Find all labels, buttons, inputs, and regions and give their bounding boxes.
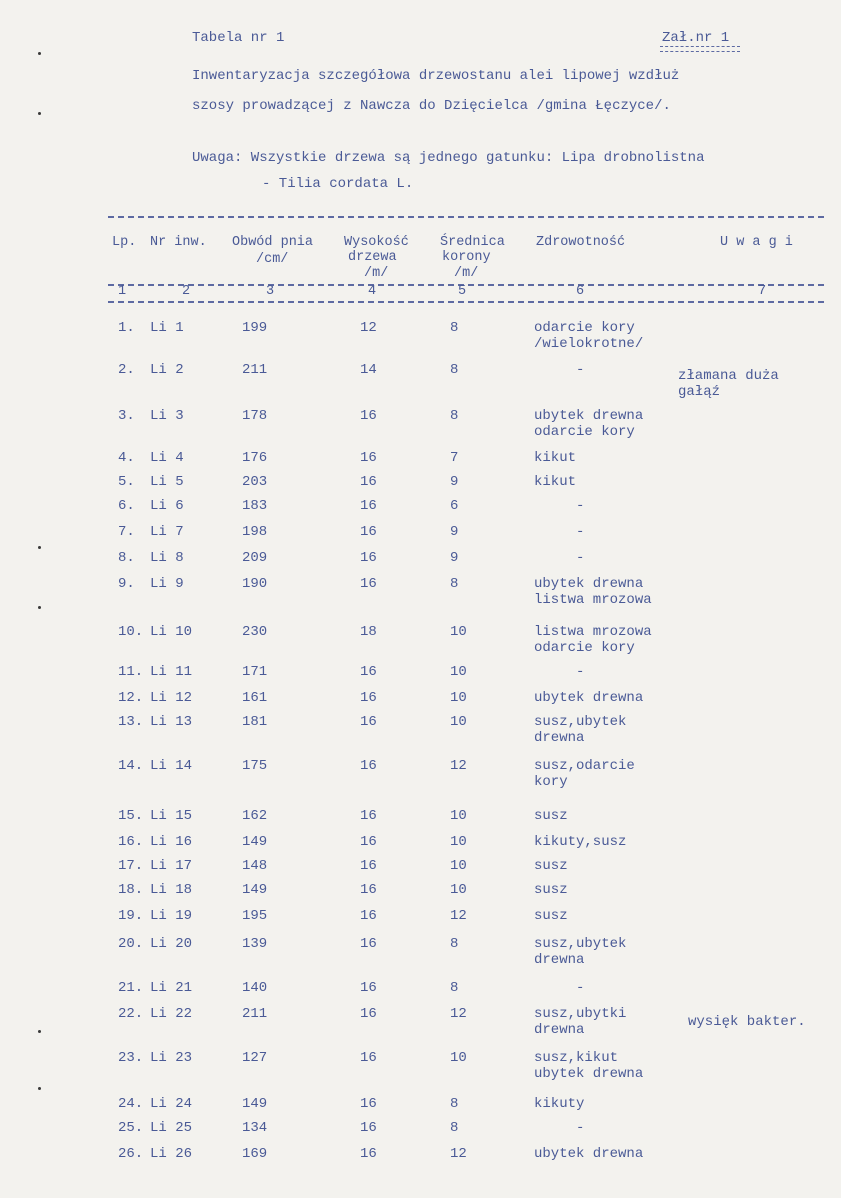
column-header-lp: Lp. — [112, 235, 137, 250]
row-circumference: 209 — [242, 550, 268, 566]
column-header-obwod: Obwód pnia — [232, 235, 314, 250]
row-circumference: 161 — [242, 690, 268, 706]
column-header-wysokosc: Wysokość — [344, 235, 409, 250]
row-inventory-number: Li 21 — [150, 980, 193, 996]
row-inventory-number: Li 5 — [150, 474, 184, 490]
row-inventory-number: Li 20 — [150, 936, 193, 952]
row-lp: 18. — [118, 882, 144, 898]
row-inventory-number: Li 26 — [150, 1146, 193, 1162]
row-height: 16 — [360, 664, 377, 680]
row-health: - — [576, 664, 585, 680]
row-circumference: 149 — [242, 1096, 268, 1112]
row-health: - — [576, 362, 585, 378]
row-lp: 12. — [118, 690, 144, 706]
row-lp: 10. — [118, 624, 144, 640]
row-crown-diameter: 8 — [450, 320, 459, 336]
document-title-line-1: Inwentaryzacja szczegółowa drzewostanu alei lipowej wzdłuż — [192, 68, 680, 84]
row-height: 16 — [360, 980, 377, 996]
table-row — [0, 362, 841, 400]
row-lp: 3. — [118, 408, 135, 424]
row-health: kikut — [534, 450, 577, 466]
row-height: 16 — [360, 758, 377, 774]
row-height: 16 — [360, 1120, 377, 1136]
row-inventory-number: Li 13 — [150, 714, 193, 730]
row-crown-diameter: 9 — [450, 524, 459, 540]
attachment-underline — [660, 46, 740, 52]
row-circumference: 190 — [242, 576, 268, 592]
row-remarks: złamana duża gałąź — [678, 368, 779, 400]
column-header-srednica: Średnica — [440, 235, 505, 250]
row-circumference: 195 — [242, 908, 268, 924]
row-circumference: 148 — [242, 858, 268, 874]
table-top-rule — [108, 216, 824, 218]
column-header-obwod-unit: /cm/ — [256, 252, 289, 267]
column-header-nr: Nr inw. — [150, 235, 207, 250]
row-lp: 14. — [118, 758, 144, 774]
table-row — [0, 936, 841, 970]
column-number-3: 3 — [266, 284, 275, 299]
row-height: 12 — [360, 320, 377, 336]
row-inventory-number: Li 24 — [150, 1096, 193, 1112]
row-lp: 19. — [118, 908, 144, 924]
row-crown-diameter: 6 — [450, 498, 459, 514]
row-crown-diameter: 10 — [450, 690, 467, 706]
row-lp: 8. — [118, 550, 135, 566]
row-lp: 2. — [118, 362, 135, 378]
row-height: 16 — [360, 908, 377, 924]
row-health: susz,kikut ubytek drewna — [534, 1050, 644, 1082]
row-circumference: 181 — [242, 714, 268, 730]
row-height: 16 — [360, 524, 377, 540]
row-health: - — [576, 550, 585, 566]
row-crown-diameter: 10 — [450, 882, 467, 898]
margin-mark — [38, 1087, 41, 1090]
table-row — [0, 714, 841, 748]
row-crown-diameter: 7 — [450, 450, 459, 466]
row-inventory-number: Li 14 — [150, 758, 193, 774]
row-crown-diameter: 10 — [450, 808, 467, 824]
row-circumference: 139 — [242, 936, 268, 952]
row-inventory-number: Li 1 — [150, 320, 184, 336]
row-health: - — [576, 524, 585, 540]
row-crown-diameter: 10 — [450, 664, 467, 680]
table-row — [0, 1006, 841, 1040]
column-number-6: 6 — [576, 284, 585, 299]
row-crown-diameter: 8 — [450, 576, 459, 592]
margin-mark — [38, 52, 41, 55]
table-row — [0, 758, 841, 792]
row-inventory-number: Li 17 — [150, 858, 193, 874]
row-circumference: 149 — [242, 834, 268, 850]
row-health: susz,ubytki drewna — [534, 1006, 627, 1038]
row-height: 16 — [360, 408, 377, 424]
row-lp: 5. — [118, 474, 135, 490]
row-lp: 26. — [118, 1146, 144, 1162]
row-circumference: 199 — [242, 320, 268, 336]
row-inventory-number: Li 7 — [150, 524, 184, 540]
row-height: 16 — [360, 936, 377, 952]
row-height: 16 — [360, 1050, 377, 1066]
row-height: 16 — [360, 1096, 377, 1112]
row-lp: 23. — [118, 1050, 144, 1066]
row-health: susz — [534, 808, 568, 824]
row-inventory-number: Li 11 — [150, 664, 193, 680]
row-health: odarcie kory /wielokrotne/ — [534, 320, 644, 352]
row-circumference: 127 — [242, 1050, 268, 1066]
row-crown-diameter: 10 — [450, 858, 467, 874]
row-inventory-number: Li 4 — [150, 450, 184, 466]
column-number-2: 2 — [182, 284, 191, 299]
row-health: listwa mrozowa odarcie kory — [534, 624, 652, 656]
column-header-zdrowotnosc: Zdrowotność — [536, 235, 626, 250]
row-height: 16 — [360, 1006, 377, 1022]
row-height: 16 — [360, 882, 377, 898]
row-health: susz,ubytek drewna — [534, 714, 627, 746]
row-circumference: 140 — [242, 980, 268, 996]
row-inventory-number: Li 9 — [150, 576, 184, 592]
row-height: 16 — [360, 714, 377, 730]
row-height: 16 — [360, 474, 377, 490]
row-lp: 7. — [118, 524, 135, 540]
row-health: susz — [534, 908, 568, 924]
row-inventory-number: Li 8 — [150, 550, 184, 566]
row-inventory-number: Li 23 — [150, 1050, 193, 1066]
row-crown-diameter: 8 — [450, 1096, 459, 1112]
table-row — [0, 576, 841, 610]
column-number-5: 5 — [458, 284, 467, 299]
row-circumference: 175 — [242, 758, 268, 774]
row-height: 16 — [360, 450, 377, 466]
row-crown-diameter: 10 — [450, 834, 467, 850]
row-crown-diameter: 8 — [450, 1120, 459, 1136]
column-number-1: 1 — [118, 284, 127, 299]
row-height: 16 — [360, 498, 377, 514]
row-health: ubytek drewna odarcie kory — [534, 408, 644, 440]
row-circumference: 198 — [242, 524, 268, 540]
row-circumference: 169 — [242, 1146, 268, 1162]
row-crown-diameter: 8 — [450, 408, 459, 424]
header-rule-2 — [108, 301, 824, 303]
row-lp: 20. — [118, 936, 144, 952]
note-line-2: - Tilia cordata L. — [262, 176, 414, 192]
row-circumference: 176 — [242, 450, 268, 466]
column-header-wysokosc-unit: /m/ — [364, 266, 389, 281]
row-height: 16 — [360, 576, 377, 592]
row-crown-diameter: 10 — [450, 624, 467, 640]
document-title-line-2: szosy prowadzącej z Nawcza do Dzięcielca /gmina Łęczyce/. — [192, 98, 671, 114]
row-height: 16 — [360, 550, 377, 566]
note-line-1: Uwaga: Wszystkie drzewa są jednego gatunku: Lipa drobnolistna — [192, 150, 705, 166]
row-crown-diameter: 8 — [450, 980, 459, 996]
row-circumference: 134 — [242, 1120, 268, 1136]
row-inventory-number: Li 12 — [150, 690, 193, 706]
row-health: - — [576, 1120, 585, 1136]
row-inventory-number: Li 25 — [150, 1120, 193, 1136]
row-inventory-number: Li 16 — [150, 834, 193, 850]
row-health: kikuty — [534, 1096, 585, 1112]
row-crown-diameter: 10 — [450, 1050, 467, 1066]
row-health: susz — [534, 882, 568, 898]
row-inventory-number: Li 10 — [150, 624, 193, 640]
row-lp: 16. — [118, 834, 144, 850]
row-lp: 22. — [118, 1006, 144, 1022]
table-row — [0, 1146, 841, 1180]
row-health: ubytek drewna — [534, 690, 644, 706]
column-header-srednica-unit: /m/ — [454, 266, 479, 281]
row-lp: 4. — [118, 450, 135, 466]
row-health: kikut — [534, 474, 577, 490]
row-health: kikuty,susz — [534, 834, 627, 850]
margin-mark — [38, 112, 41, 115]
row-lp: 13. — [118, 714, 144, 730]
row-lp: 21. — [118, 980, 144, 996]
row-height: 16 — [360, 690, 377, 706]
row-crown-diameter: 12 — [450, 908, 467, 924]
row-inventory-number: Li 2 — [150, 362, 184, 378]
row-circumference: 162 — [242, 808, 268, 824]
row-height: 16 — [360, 1146, 377, 1162]
row-inventory-number: Li 18 — [150, 882, 193, 898]
row-height: 16 — [360, 858, 377, 874]
row-lp: 1. — [118, 320, 135, 336]
attachment-label: Zał.nr 1 — [662, 30, 730, 46]
row-inventory-number: Li 3 — [150, 408, 184, 424]
row-crown-diameter: 12 — [450, 1146, 467, 1162]
row-circumference: 211 — [242, 362, 268, 378]
row-health: ubytek drewna — [534, 1146, 644, 1162]
row-inventory-number: Li 15 — [150, 808, 193, 824]
row-lp: 17. — [118, 858, 144, 874]
row-crown-diameter: 10 — [450, 714, 467, 730]
row-health: - — [576, 980, 585, 996]
row-crown-diameter: 9 — [450, 474, 459, 490]
row-height: 14 — [360, 362, 377, 378]
table-row — [0, 320, 841, 354]
table-row — [0, 624, 841, 658]
column-header-wysokosc-2: drzewa — [348, 250, 397, 265]
row-lp: 9. — [118, 576, 135, 592]
row-health: ubytek drewna listwa mrozowa — [534, 576, 652, 608]
row-lp: 24. — [118, 1096, 144, 1112]
row-height: 16 — [360, 834, 377, 850]
row-inventory-number: Li 6 — [150, 498, 184, 514]
row-lp: 6. — [118, 498, 135, 514]
row-crown-diameter: 9 — [450, 550, 459, 566]
row-crown-diameter: 8 — [450, 362, 459, 378]
row-inventory-number: Li 22 — [150, 1006, 193, 1022]
row-circumference: 183 — [242, 498, 268, 514]
table-row — [0, 1050, 841, 1084]
row-remarks: wysięk bakter. — [688, 1014, 806, 1030]
row-height: 16 — [360, 808, 377, 824]
row-circumference: 211 — [242, 1006, 268, 1022]
row-circumference: 171 — [242, 664, 268, 680]
column-number-4: 4 — [368, 284, 377, 299]
row-health: susz — [534, 858, 568, 874]
column-number-7: 7 — [758, 284, 767, 299]
row-height: 18 — [360, 624, 377, 640]
table-label: Tabela nr 1 — [192, 30, 285, 46]
row-health: susz,ubytek drewna — [534, 936, 627, 968]
row-health: susz,odarcie kory — [534, 758, 635, 790]
row-circumference: 178 — [242, 408, 268, 424]
row-circumference: 230 — [242, 624, 268, 640]
row-inventory-number: Li 19 — [150, 908, 193, 924]
column-header-uwagi: U w a g i — [720, 235, 793, 250]
row-crown-diameter: 8 — [450, 936, 459, 952]
row-circumference: 203 — [242, 474, 268, 490]
row-circumference: 149 — [242, 882, 268, 898]
column-header-srednica-2: korony — [442, 250, 491, 265]
row-crown-diameter: 12 — [450, 1006, 467, 1022]
table-row — [0, 408, 841, 442]
row-health: - — [576, 498, 585, 514]
row-lp: 25. — [118, 1120, 144, 1136]
row-lp: 15. — [118, 808, 144, 824]
row-crown-diameter: 12 — [450, 758, 467, 774]
row-lp: 11. — [118, 664, 144, 680]
